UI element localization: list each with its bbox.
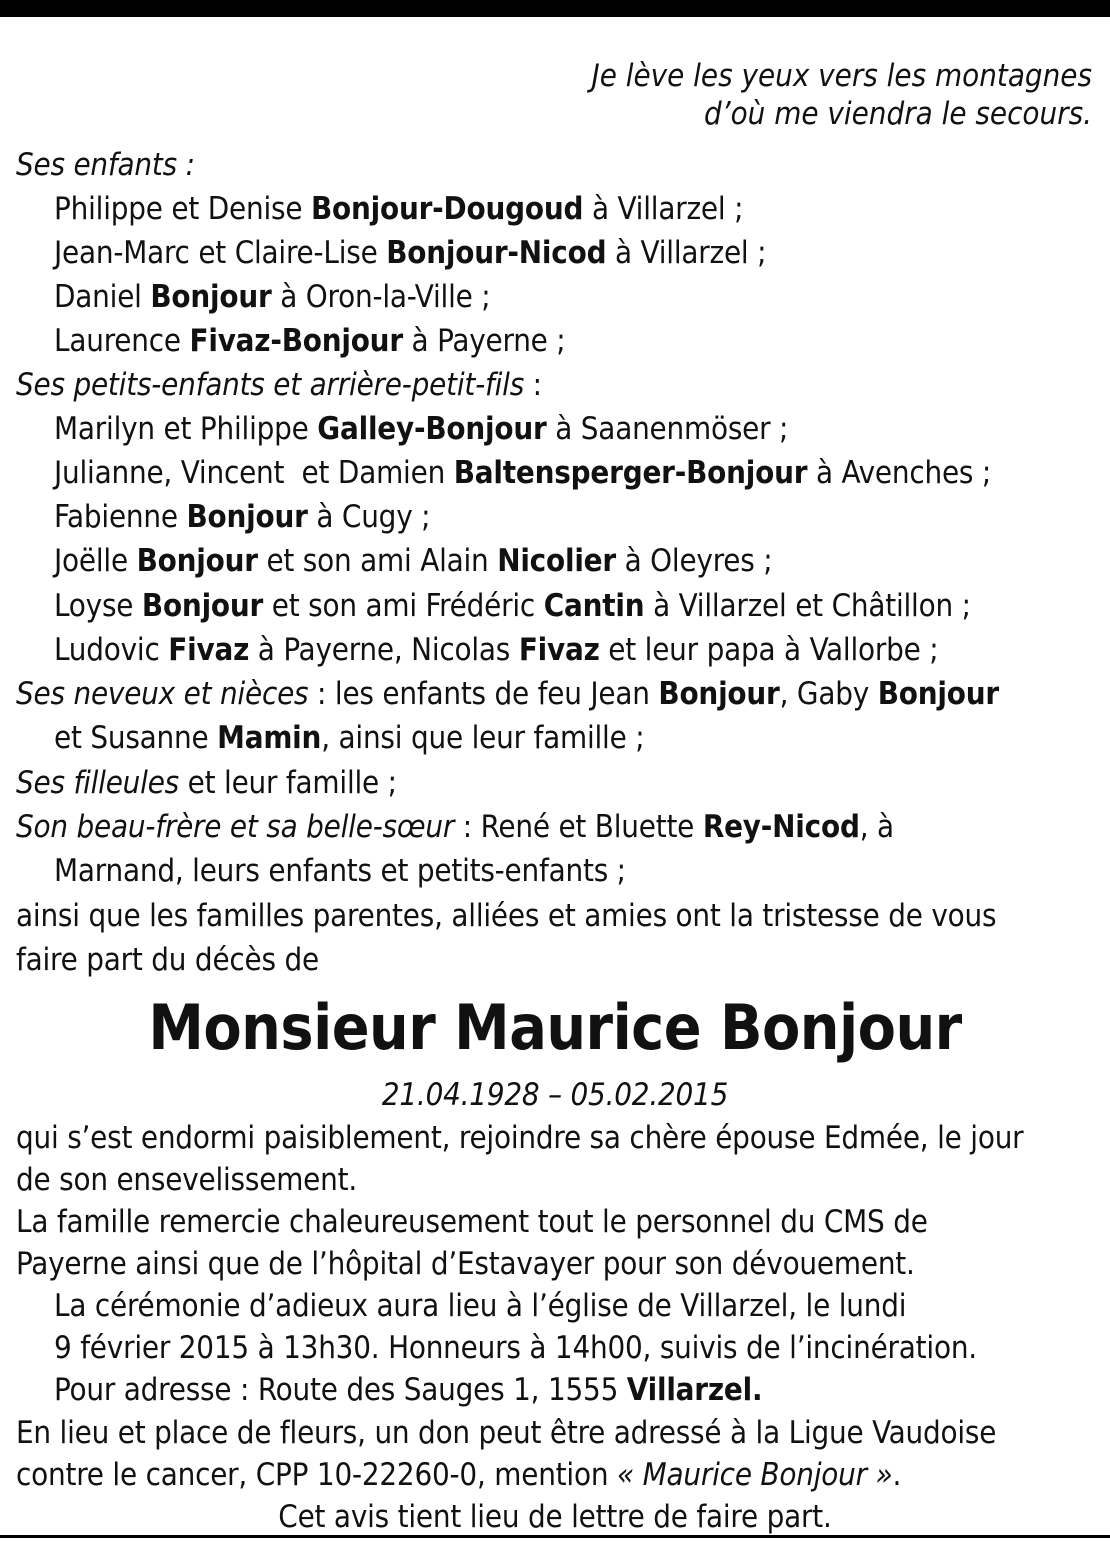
petit-enfant-entry: Julianne, Vincent et Damien Baltensperger-Bonjour à Avenches ; [54, 455, 992, 491]
don-line-1: En lieu et place de fleurs, un don peut être adressé à la Ligue Vaudoise [16, 1415, 997, 1451]
enfant-entry: Jean-Marc et Claire-Lise Bonjour-Nicod à Villarzel ; [54, 235, 767, 271]
texte-line-4: Payerne ainsi que de l’hôpital d’Estavayer pour son dévouement. [16, 1246, 915, 1282]
ceremonie-line-1: La cérémonie d’adieux aura lieu à l’église de Villarzel, le lundi [54, 1288, 907, 1324]
beau-frere-line-2: Marnand, leurs enfants et petits-enfants ; [54, 853, 626, 889]
beau-frere-line-1: Son beau-frère et sa belle-sœur : René et Bluette Rey-Nicod, à [16, 809, 894, 845]
annonce-line-1: ainsi que les familles parentes, alliées et amies ont la tristesse de vous [16, 898, 997, 934]
petit-enfant-entry: Loyse Bonjour et son ami Frédéric Cantin à Villarzel et Châtillon ; [54, 588, 971, 624]
filleules-line: Ses filleules et leur famille ; [16, 765, 397, 801]
defunt-dates: 21.04.1928 – 05.02.2015 [381, 1077, 729, 1113]
epigraph-line-2: d’où me viendra le secours. [704, 96, 1092, 132]
petit-enfant-entry: Ludovic Fivaz à Payerne, Nicolas Fivaz et leur papa à Vallorbe ; [54, 632, 939, 668]
enfant-entry: Philippe et Denise Bonjour-Dougoud à Villarzel ; [54, 191, 744, 227]
adresse-line: Pour adresse : Route des Sauges 1, 1555 Villarzel. [54, 1372, 763, 1408]
top-border-rule [0, 0, 1110, 17]
ceremonie-line-2: 9 février 2015 à 13h30. Honneurs à 14h00, suivis de l’incinération. [54, 1330, 977, 1366]
neveux-line-1: Ses neveux et nièces : les enfants de feu Jean Bonjour, Gaby Bonjour [16, 676, 999, 712]
petits-enfants-heading: Ses petits-enfants et arrière-petit-fils : [16, 367, 542, 403]
enfant-entry: Laurence Fivaz-Bonjour à Payerne ; [54, 323, 566, 359]
final-line: Cet avis tient lieu de lettre de faire part. [278, 1499, 832, 1535]
petit-enfant-entry: Joëlle Bonjour et son ami Alain Nicolier à Oleyres ; [54, 543, 773, 579]
annonce-line-2: faire part du décès de [16, 942, 319, 978]
epigraph-line-1: Je lève les yeux vers les montagnes [591, 58, 1092, 94]
petit-enfant-entry: Marilyn et Philippe Galley-Bonjour à Saanenmöser ; [54, 411, 789, 447]
neveux-line-2: et Susanne Mamin, ainsi que leur famille ; [54, 720, 645, 756]
texte-line-3: La famille remercie chaleureusement tout le personnel du CMS de [16, 1204, 928, 1240]
petit-enfant-entry: Fabienne Bonjour à Cugy ; [54, 499, 431, 535]
enfant-entry: Daniel Bonjour à Oron-la-Ville ; [54, 279, 491, 315]
enfants-heading: Ses enfants : [16, 147, 195, 183]
bottom-border-rule [0, 1535, 1110, 1538]
don-line-2: contre le cancer, CPP 10-22260-0, mention « Maurice Bonjour ». [16, 1457, 902, 1493]
texte-line-1: qui s’est endormi paisiblement, rejoindre sa chère épouse Edmée, le jour [16, 1120, 1024, 1156]
texte-line-2: de son ensevelissement. [16, 1162, 357, 1198]
defunt-name: Monsieur Maurice Bonjour [148, 991, 962, 1064]
